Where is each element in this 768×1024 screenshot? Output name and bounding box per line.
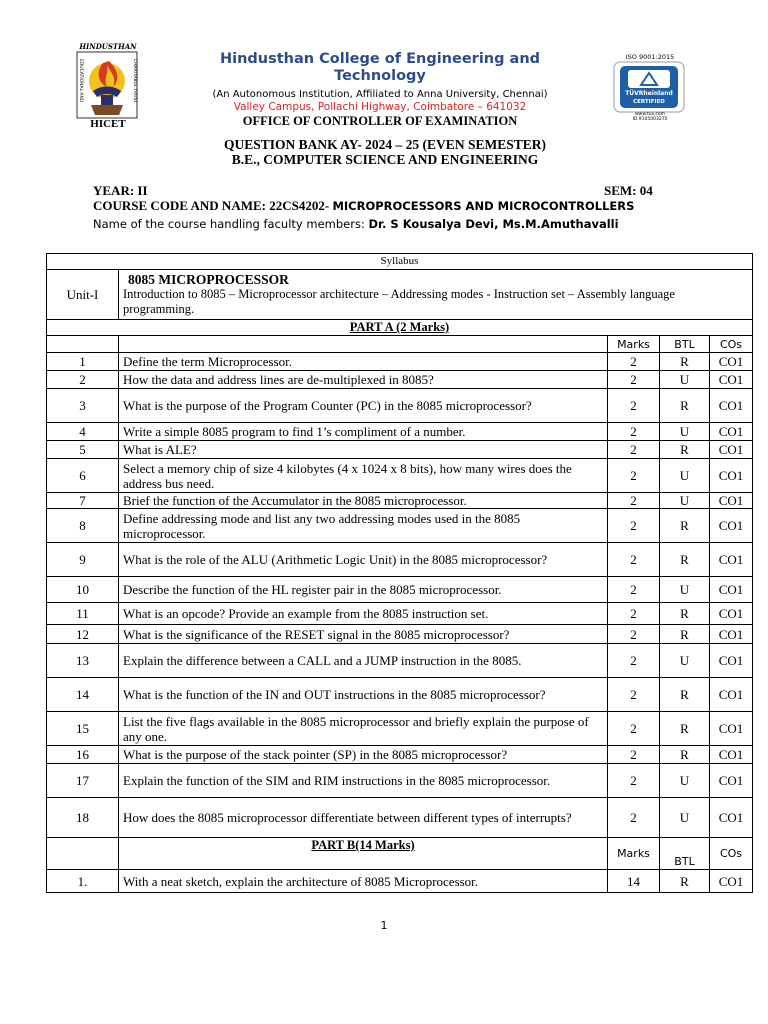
question-btl: R [660,603,710,625]
question-co: CO1 [710,678,753,712]
question-btl: R [660,625,710,644]
question-number: 6 [47,459,119,493]
college-address: Valley Campus, Pollachi Highway, Coimbatore – 641032 [233,101,527,113]
question-co: CO1 [710,389,753,423]
unit-content [119,270,753,320]
question-number: 13 [47,644,119,678]
question-row [47,389,753,423]
iso-certification-badge [608,51,692,121]
question-btl: R [660,870,710,893]
question-co: CO1 [710,870,753,893]
question-marks: 2 [608,371,660,389]
question-btl: U [660,577,710,603]
question-co: CO1 [710,423,753,441]
question-table [46,253,753,893]
question-text: Write a simple 8085 program to find 1’s compliment of a number. [119,423,608,441]
question-text: Explain the difference between a CALL and a JUMP instruction in the 8085. [119,644,608,678]
question-marks: 2 [608,625,660,644]
part-a-heading-row [47,320,753,336]
question-number: 9 [47,543,119,577]
col-marks-header-b: Marks [608,838,660,870]
col-cos-header: COs [710,336,753,353]
question-btl: R [660,353,710,371]
logo-text-side-left: EDUCATIONAL AND [78,59,83,103]
question-btl: R [660,678,710,712]
question-marks: 14 [608,870,660,893]
iso-text: ISO 9001:2015 [625,53,675,61]
question-co: CO1 [710,371,753,389]
tuv-id: ID 9105003275 [632,117,668,121]
question-number: 4 [47,423,119,441]
question-text: Explain the function of the SIM and RIM instructions in the 8085 microprocessor. [119,764,608,798]
question-number: 5 [47,441,119,459]
question-text: Define addressing mode and list any two addressing modes used in the 8085 microprocessor. [119,509,608,543]
question-co: CO1 [710,746,753,764]
question-number: 2 [47,371,119,389]
question-text: What is the significance of the RESET signal in the 8085 microprocessor? [119,625,608,644]
question-co: CO1 [710,353,753,371]
question-number: 1. [47,870,119,893]
question-bank-title [90,137,680,167]
question-marks: 2 [608,543,660,577]
col-marks-header: Marks [608,336,660,353]
question-marks: 2 [608,353,660,371]
question-marks: 2 [608,764,660,798]
syllabus-heading-row [47,254,753,270]
question-co: CO1 [710,459,753,493]
question-row [47,509,753,543]
col-cos-header-b: COs [710,838,753,870]
question-btl: U [660,764,710,798]
question-row [47,459,753,493]
question-marks: 2 [608,712,660,746]
question-co: CO1 [710,644,753,678]
question-btl: U [660,798,710,838]
question-number: 10 [47,577,119,603]
question-number: 14 [47,678,119,712]
part-a-column-header-row [47,336,753,353]
faculty-line [93,217,619,231]
college-name-line1: Hindusthan College of Engineering and [219,51,541,67]
question-co: CO1 [710,577,753,603]
question-btl: R [660,441,710,459]
question-btl: R [660,389,710,423]
question-number: 16 [47,746,119,764]
question-co: CO1 [710,798,753,838]
question-number: 1 [47,353,119,371]
question-row [47,353,753,371]
question-row [47,678,753,712]
question-text: What is the function of the IN and OUT instructions in the 8085 microprocessor? [119,678,608,712]
part-b-heading-row [47,838,753,870]
year-label: YEAR: II [93,183,148,198]
faculty-names: Dr. S Kousalya Devi, Ms.M.Amuthavalli [368,217,619,231]
question-row [47,798,753,838]
question-btl: U [660,459,710,493]
question-number: 3 [47,389,119,423]
question-marks: 2 [608,423,660,441]
question-number: 12 [47,625,119,644]
question-marks: 2 [608,746,660,764]
question-marks: 2 [608,493,660,509]
question-row [47,371,753,389]
question-marks: 2 [608,577,660,603]
question-co: CO1 [710,509,753,543]
col-btl-header-b: BTL [660,838,710,870]
question-number: 7 [47,493,119,509]
part-b-heading: PART B(14 Marks) [119,838,608,870]
semester-label: SEM: 04 [604,183,653,198]
question-co: CO1 [710,603,753,625]
college-logo [73,43,143,129]
question-btl: R [660,712,710,746]
question-row [47,577,753,603]
question-text: What is the purpose of the Program Counter (PC) in the 8085 microprocessor? [119,389,608,423]
question-row [47,543,753,577]
unit-row [47,270,753,320]
question-row [47,625,753,644]
question-co: CO1 [710,712,753,746]
faculty-label: Name of the course handling faculty members: [93,217,369,231]
tuv-cert: CERTIFIED [633,99,665,105]
tuv-brand: TÜVRheinland [625,90,673,97]
question-btl: U [660,644,710,678]
question-text: List the five flags available in the 8085 microprocessor and briefly explain the purpose of any one. [119,712,608,746]
logo-text-bottom: HICET [90,118,126,129]
question-text: How does the 8085 microprocessor differentiate between different types of interrupts? [119,798,608,838]
question-co: CO1 [710,764,753,798]
question-row [47,712,753,746]
question-row [47,764,753,798]
question-number: 18 [47,798,119,838]
question-co: CO1 [710,441,753,459]
autonomous-note: (An Autonomous Institution, Affiliated to Anna University, Chennai) [212,89,548,100]
question-marks: 2 [608,441,660,459]
question-number: 17 [47,764,119,798]
course-label: COURSE CODE AND NAME: 22CS4202- [93,198,330,213]
question-marks: 2 [608,798,660,838]
question-marks: 2 [608,678,660,712]
unit-label: Unit-I [47,270,119,320]
question-text: What is ALE? [119,441,608,459]
question-row [47,493,753,509]
question-text: With a neat sketch, explain the architecture of 8085 Microprocessor. [119,870,608,893]
question-number: 11 [47,603,119,625]
question-row [47,423,753,441]
college-name [190,51,570,85]
title-line1: QUESTION BANK AY- 2024 – 25 (EVEN SEMESTER) [224,137,546,152]
tuv-url: www.tuv.com [634,112,666,117]
logo-text-side-right: CHARITABLE TRUST [132,59,137,104]
question-text: What is an opcode? Provide an example from the 8085 instruction set. [119,603,608,625]
question-co: CO1 [710,625,753,644]
unit-description: Introduction to 8085 – Microprocessor architecture – Addressing modes - Instruction set – Assembly language programming. [123,287,675,316]
unit-title: 8085 MICROPROCESSOR [128,272,289,287]
question-co: CO1 [710,543,753,577]
col-btl-header: BTL [660,336,710,353]
question-text: How the data and address lines are de-multiplexed in 8085? [119,371,608,389]
syllabus-heading: Syllabus [47,254,753,270]
question-btl: R [660,746,710,764]
question-number: 15 [47,712,119,746]
question-btl: U [660,493,710,509]
logo-text-top: HINDUSTHAN [79,43,137,51]
question-row [47,746,753,764]
question-row [47,644,753,678]
question-btl: U [660,423,710,441]
question-row [47,603,753,625]
question-marks: 2 [608,389,660,423]
question-text: What is the purpose of the stack pointer (SP) in the 8085 microprocessor? [119,746,608,764]
question-text: Describe the function of the HL register pair in the 8085 microprocessor. [119,577,608,603]
question-text: Brief the function of the Accumulator in the 8085 microprocessor. [119,493,608,509]
question-row [47,441,753,459]
question-co: CO1 [710,493,753,509]
office-title: OFFICE OF CONTROLLER OF EXAMINATION [242,114,518,128]
question-btl: U [660,371,710,389]
question-text: What is the role of the ALU (Arithmetic Logic Unit) in the 8085 microprocessor? [119,543,608,577]
question-marks: 2 [608,509,660,543]
question-row [47,870,753,893]
part-a-heading: PART A (2 Marks) [47,320,753,336]
question-marks: 2 [608,603,660,625]
question-number: 8 [47,509,119,543]
page-number: 1 [380,919,388,932]
question-text: Define the term Microprocessor. [119,353,608,371]
title-line2: B.E., COMPUTER SCIENCE AND ENGINEERING [231,152,539,167]
question-btl: R [660,543,710,577]
college-name-line2: Technology [334,68,426,84]
course-name: MICROPROCESSORS AND MICROCONTROLLERS [332,199,635,213]
question-text: Select a memory chip of size 4 kilobytes (4 x 1024 x 8 bits), how many wires does the address bus need. [119,459,608,493]
question-marks: 2 [608,644,660,678]
question-marks: 2 [608,459,660,493]
course-code-name [93,198,634,214]
question-btl: R [660,509,710,543]
